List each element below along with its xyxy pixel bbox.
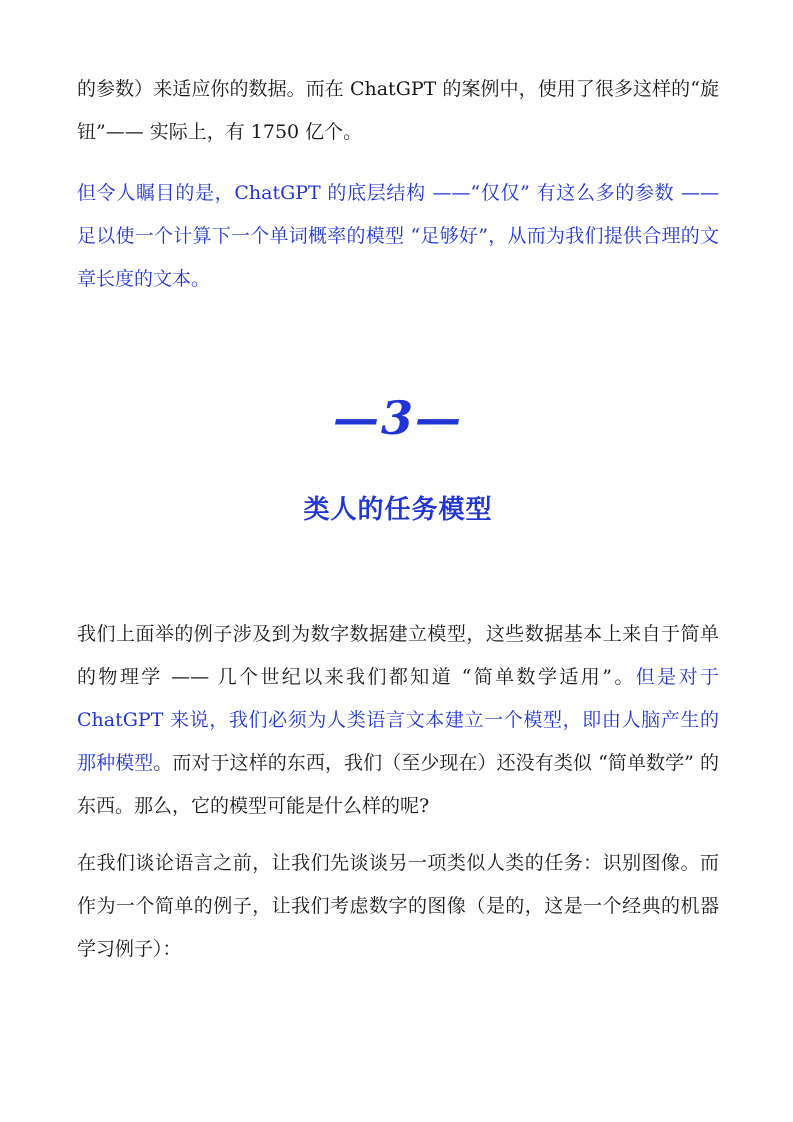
paragraph-highlight-chatgpt: 但令人瞩目的是，ChatGPT 的底层结构 ——“仅仅” 有这么多的参数 —— 足以使一个计算下一个单词概率的模型 “足够好”，从而为我们提供合理的文章长度的文本。 — [77, 182, 719, 290]
paragraph-text: 。而对于这样的东西，我们（至少现在）还没有类似 “简单数学” 的东西。那么，它的模型可能是什么样的呢? — [77, 752, 719, 817]
paragraph-simple-math — [77, 613, 719, 828]
highlighted-text: 但是对于 ChatGPT 来说，我们必须为人类语言文本建立一个模型，即由人脑产生的那种模型 — [77, 666, 719, 774]
paragraph-image-recognition: 在我们谈论语言之前，让我们先谈谈另一项类似人类的任务：识别图像。而作为一个简单的例子，让我们考虑数字的图像（是的，这是一个经典的机器学习例子）： — [77, 852, 719, 960]
page-content — [77, 68, 719, 960]
chapter-title: 类人的任务模型 — [303, 495, 493, 525]
chapter-body — [77, 613, 719, 971]
paragraph-text: 我们上面举的例子涉及到为数字数据建立模型，这些数据基本上来自于简单的物理学 —— 几个世纪以来我们都知道 “简单数学适用”。 — [77, 623, 719, 688]
chapter-number: —3— — [332, 391, 463, 445]
paragraph-parameters: 的参数）来适应你的数据。而在 ChatGPT 的案例中，使用了很多这样的“旋钮”—— 实际上，有 1750 亿个。 — [77, 78, 719, 143]
